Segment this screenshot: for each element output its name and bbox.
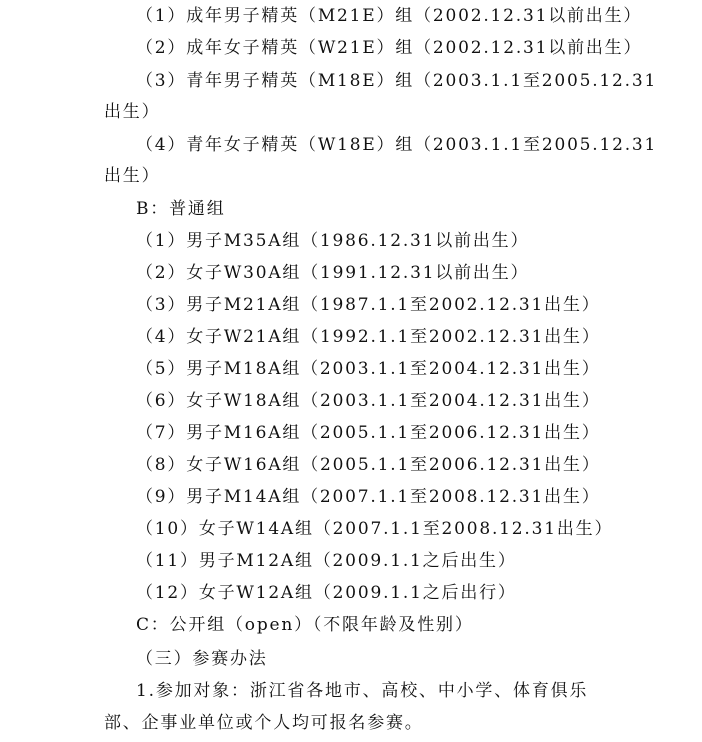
elite-group-3-cont: 出生） <box>104 102 161 122</box>
section-b-heading: B：普通组 <box>136 199 226 219</box>
general-group-1: （1）男子M35A组（1986.12.31以前出生） <box>136 231 530 251</box>
section-3-heading: （三）参赛办法 <box>136 649 268 669</box>
elite-group-2: （2）成年女子精英（W21E）组（2002.12.31以前出生） <box>136 38 643 58</box>
elite-group-3: （3）青年男子精英（M18E）组（2003.1.1至2005.12.31 <box>136 71 658 91</box>
general-group-10: （10）女子W14A组（2007.1.1至2008.12.31出生） <box>136 519 614 539</box>
general-group-7: （7）男子M16A组（2005.1.1至2006.12.31出生） <box>136 423 601 443</box>
general-group-12: （12）女子W12A组（2009.1.1之后出行） <box>136 583 517 603</box>
elite-group-4: （4）青年女子精英（W18E）组（2003.1.1至2005.12.31 <box>136 135 658 155</box>
general-group-9: （9）男子M14A组（2007.1.1至2008.12.31出生） <box>136 487 601 507</box>
participants-paragraph: 1.参加对象：浙江省各地市、高校、中小学、体育俱乐 <box>136 681 589 701</box>
elite-group-4-cont: 出生） <box>104 166 161 186</box>
general-group-11: （11）男子M12A组（2009.1.1之后出生） <box>136 551 517 571</box>
section-c-heading: C：公开组（open）（不限年龄及性别） <box>136 615 474 635</box>
general-group-6: （6）女子W18A组（2003.1.1至2004.12.31出生） <box>136 391 601 411</box>
general-group-3: （3）男子M21A组（1987.1.1至2002.12.31出生） <box>136 295 601 315</box>
participants-paragraph-cont: 部、企事业单位或个人均可报名参赛。 <box>104 713 424 733</box>
general-group-2: （2）女子W30A组（1991.12.31以前出生） <box>136 263 530 283</box>
general-group-8: （8）女子W16A组（2005.1.1至2006.12.31出生） <box>136 455 601 475</box>
general-group-4: （4）女子W21A组（1992.1.1至2002.12.31出生） <box>136 327 601 347</box>
elite-group-1: （1）成年男子精英（M21E）组（2002.12.31以前出生） <box>136 6 643 26</box>
general-group-5: （5）男子M18A组（2003.1.1至2004.12.31出生） <box>136 359 601 379</box>
